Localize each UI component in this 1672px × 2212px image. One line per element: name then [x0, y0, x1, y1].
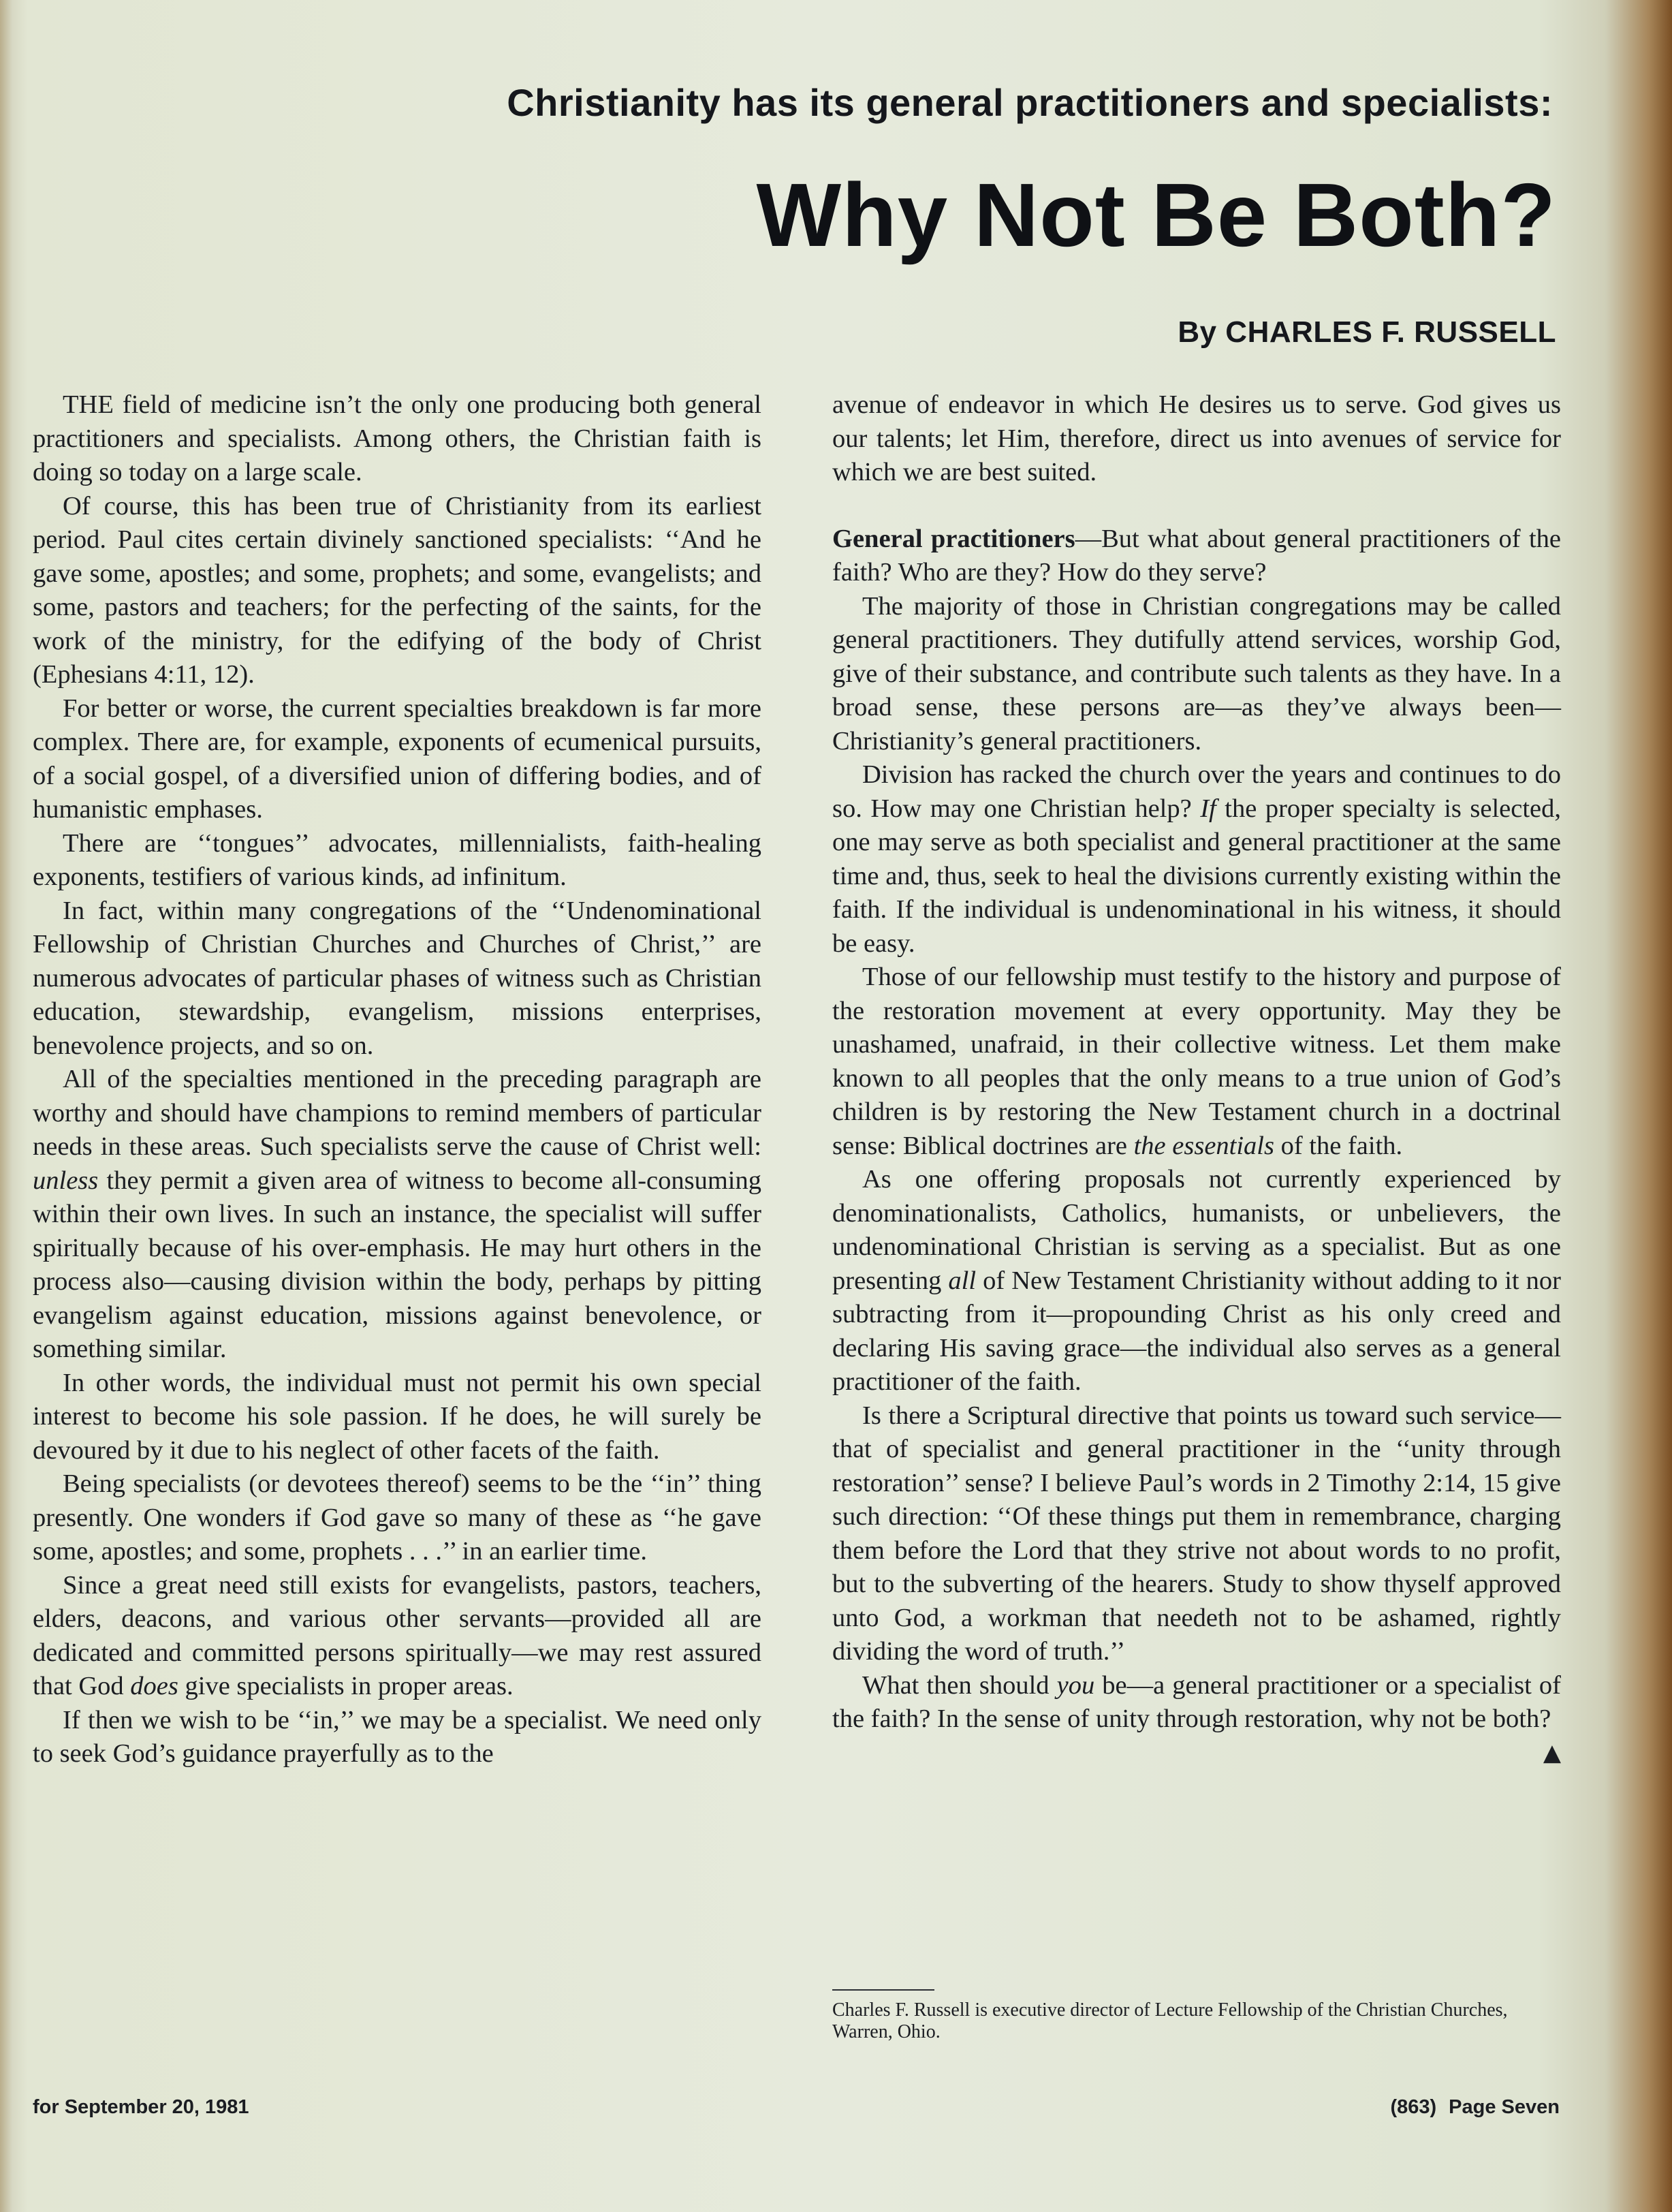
paragraph: Is there a Scriptural directive that points us toward such service—that of specialist and general practitioner in the ‘‘unity through restoration’’ sense? I believe Paul’s words in 2 Timothy 2:14, 15 give such direction: ‘‘Of these things put them in remembrance, charging them before the Lord that they strive not about words to no profit, but to the subverting of the hearers. Study to show thyself approved unto God, a workman that needeth not to be ashamed, rightly dividing the word of truth.’’ — [832, 1401, 1561, 1666]
folio-issue-page: (863) — [1390, 2096, 1437, 2118]
run-in-heading: General practitioners — [832, 524, 1075, 553]
paragraph: For better or worse, the current specialties breakdown is far more complex. There are, for example, exponents of ecumenical pursuits, of a social gospel, of a diversified union of differing bodies, and of humanistic emphases. — [33, 694, 761, 824]
end-mark-icon: ▲ — [1543, 1739, 1561, 1766]
right-column — [832, 388, 1561, 1770]
paragraph: Division has racked the church over the years and continues to do so. How may one Christian help? If the proper specialty is selected, one may serve as both specialist and general practitioner at the same time and, thus, seek to heal the divisions currently existing within the faith. If the individual is undenominational in his witness, it should be easy. — [832, 760, 1561, 958]
emphasis: all — [948, 1266, 977, 1295]
article-title: Why Not Be Both? — [756, 165, 1556, 265]
paragraph: The majority of those in Christian congregations may be called general practitioners. They dutifully attend services, worship God, give of their substance, and contribute such talents as they have. In a broad sense, these persons are—as they’ve always been—Christianity’s general practitioners. — [832, 591, 1561, 755]
paragraph: Since a great need still exists for evangelists, pastors, teachers, elders, deacons, and various other servants—provided all are dedicated and committed persons spiritually—we may rest assured that God does give specialists in proper areas. — [33, 1570, 761, 1700]
emphasis: unless — [33, 1166, 99, 1195]
paragraph: In other words, the individual must not permit his own special interest to become his sole passion. If he does, he will surely be devoured by it due to his neglect of other facets of the faith. — [33, 1368, 761, 1465]
folio-page — [1390, 2096, 1560, 2119]
paragraph: General practitioners—But what about general practitioners of the faith? Who are they? How do they serve? — [832, 524, 1561, 587]
paragraph: THE field of medicine isn’t the only one producing both general practitioners and specialists. Among others, the Christian faith is doing so today on a large scale. — [33, 390, 761, 486]
article-byline: By CHARLES F. RUSSELL — [1178, 315, 1556, 349]
folio-page-label: Page Seven — [1449, 2096, 1560, 2118]
paragraph: As one offering proposals not currently experienced by denominationalists, Catholics, humanists, or unbelievers, the undenominational Christian is serving as a specialist. But as one presenting all of New Testament Christianity without adding to it nor subtracting from it—propounding Christ as his only creed and declaring His saving grace—the individual also serves as a general practitioner of the faith. — [832, 1165, 1561, 1396]
author-footnote: Charles F. Russell is executive director of Lecture Fellowship of the Christian Churches, Warren, Ohio. — [832, 1999, 1508, 2042]
emphasis: you — [1056, 1670, 1095, 1700]
paragraph: Those of our fellowship must testify to the history and purpose of the restoration movement at every opportunity. May they be unashamed, unafraid, in their collective witness. Let them make known to all peoples that the only means to a true union of God’s children is by restoring the New Testament church in a doctrinal sense: Biblical doctrines are the essentials of the faith. — [832, 963, 1561, 1160]
footnote-rule — [832, 1989, 934, 1991]
left-column — [33, 388, 761, 1771]
paragraph: All of the specialties mentioned in the preceding paragraph are worthy and should have champions to remind members of particular needs in these areas. Such specialists serve the cause of Christ well: unless they permit a given area of witness to become all-consuming within their own lives. In such an instance, the specialist will suffer spiritually because of his over-emphasis. He may hurt others in the process also—causing division within the body, perhaps by pitting evangelism against education, missions against benevolence, or something similar. — [33, 1065, 761, 1363]
emphasis: does — [130, 1672, 178, 1700]
paragraph: Being specialists (or devotees thereof) seems to be the ‘‘in’’ thing presently. One wonders if God gave so many of these as ‘‘he gave some, apostles; and some, prophets . . .’’ in an earlier time. — [33, 1469, 761, 1565]
section-gap — [832, 490, 1561, 523]
paragraph: There are ‘‘tongues’’ advocates, millennialists, faith-healing exponents, testifiers of various kinds, ad infinitum. — [33, 828, 761, 891]
article-kicker: Christianity has its general practitioners and specialists: — [507, 81, 1553, 124]
paragraph: In fact, within many congregations of the ‘‘Undenominational Fellowship of Christian Churches and Churches of Christ,’’ are numerous advocates of particular phases of witness such as Christian education, stewardship, evangelism, missions enterprises, benevolence projects, and so on. — [33, 896, 761, 1060]
paragraph: If then we wish to be ‘‘in,’’ we may be a specialist. We need only to seek God’s guidance prayerfully as to the — [33, 1705, 761, 1768]
folio-date: for September 20, 1981 — [33, 2096, 249, 2118]
emphasis: the essentials — [1133, 1131, 1274, 1160]
paragraph: Of course, this has been true of Christianity from its earliest period. Paul cites certain divinely sanctioned specialists: ‘‘And he gave some, apostles; and some, prophets; and some, evangelists; and some, pastors and teachers; for the perfecting of the saints, for the work of the ministry, for the edifying of the body of Christ (Ephesians 4:11, 12). — [33, 491, 761, 689]
emphasis: If — [1200, 794, 1216, 823]
paragraph-continuation: avenue of endeavor in which He desires us to serve. God gives us our talents; let Him, therefore, direct us into avenues of service for which we are best suited. — [832, 390, 1561, 486]
paragraph: What then should you be—a general practitioner or a specialist of the faith? In the sense of unity through restoration, why not be both? ▲ — [832, 1669, 1561, 1736]
